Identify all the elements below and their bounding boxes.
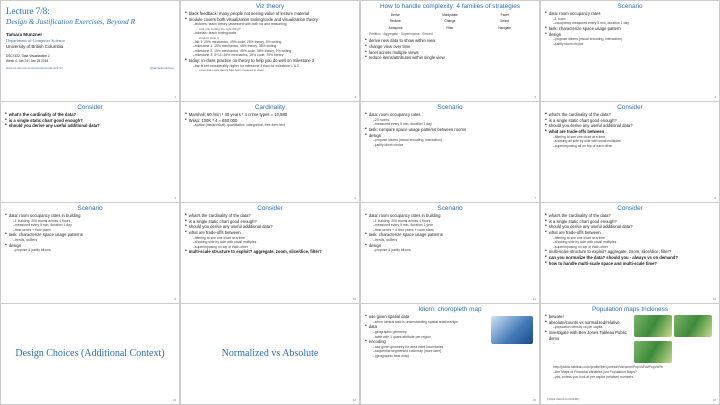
slide-2[interactable] bbox=[181, 1, 359, 101]
page-number: 5 bbox=[174, 195, 176, 200]
bullet-item: – measured every 5 min, duration 1 year bbox=[365, 223, 535, 228]
page-number: 15 bbox=[532, 397, 536, 402]
bullet-item: • is a single static chart good enough? bbox=[185, 219, 355, 225]
slide-8[interactable] bbox=[541, 102, 719, 202]
strategy-label: Reduce bbox=[389, 19, 401, 24]
page-number: 10 bbox=[352, 296, 356, 301]
slide-title: Population maps trickiness bbox=[591, 306, 668, 313]
bullet-item: • multi-scale structure to exploit? aggregate, zoom, slice/dice, filter? bbox=[185, 249, 355, 255]
author: Tamara Munzner bbox=[6, 32, 43, 38]
course: DSCI 532, Data Visualization 2 bbox=[6, 54, 50, 59]
slide-title: Scenario bbox=[617, 3, 643, 10]
slide-15[interactable] bbox=[361, 304, 539, 404]
choropleth-map-image bbox=[491, 316, 533, 344]
bullet-item: – trends, outliers bbox=[5, 238, 175, 243]
slide-body bbox=[361, 313, 539, 359]
bullet-item: • design bbox=[365, 243, 535, 249]
bullet-item: • derive new data to show within view bbox=[365, 38, 535, 44]
bullet-item: – lab 1: 25% mechanics, 49% code, 25% theory, 5% writing bbox=[185, 40, 355, 45]
slide-body bbox=[361, 212, 539, 253]
bullet-item: • what's the cardinality of the data? bbox=[545, 112, 715, 118]
map-images bbox=[633, 314, 715, 365]
bullet-item: – trends, outliers bbox=[365, 238, 535, 243]
slide-title: Consider bbox=[617, 104, 643, 111]
bullet-item: • task: characterize space usage patterns bbox=[5, 232, 175, 238]
bullet-item: – milestone 1: 15% mechanics, 45% theory, 38% writing bbox=[185, 44, 355, 49]
bullet-item: – measured every 5 min, duration 1 day bbox=[5, 223, 175, 228]
strategy-label: Manipulate bbox=[442, 13, 458, 17]
slide-1[interactable] bbox=[1, 1, 179, 101]
slide-9[interactable] bbox=[1, 203, 179, 303]
slide-title: How to handle complexity: 4 families of strategies bbox=[380, 3, 520, 10]
slide-body bbox=[361, 111, 539, 147]
bullet-item: • multi-scale structure to exploit? aggregate, zoom, slice/dice, filter? bbox=[545, 249, 715, 255]
big-title-wrap bbox=[181, 304, 359, 404]
bullet-item: • beware! bbox=[545, 314, 630, 320]
citation: [ https://xkcd.com/1138 ] bbox=[547, 396, 580, 401]
bullet-item: – use given geometry for area mark boundaries bbox=[365, 345, 535, 350]
bullet-item: – occupancy measured every 5 min, duration 1 day bbox=[545, 21, 715, 26]
page-number: 3 bbox=[534, 94, 536, 99]
bullet-item: – 1 building, 200 rooms across 4 floors bbox=[365, 219, 535, 224]
bullet-item: – milestone 2: 15% mechanics, 45% code, 38% theory, 2% writing bbox=[185, 49, 355, 54]
bullet-item: – population density vs per capita bbox=[545, 325, 715, 330]
bullet-item: • can you normalize the data? should you - always vs on demand? bbox=[545, 255, 715, 261]
bullet-item: • use given spatial data bbox=[365, 314, 487, 320]
bullet-item: – propose idioms (visual encoding, interaction) bbox=[365, 138, 535, 143]
slide-title: Consider bbox=[257, 205, 283, 212]
slide-10[interactable] bbox=[181, 203, 359, 303]
bullet-item: – superimposing on top of each other bbox=[545, 245, 715, 250]
strategy-label: Facet bbox=[500, 13, 509, 17]
slide-6[interactable] bbox=[181, 102, 359, 202]
bullet-item: – showing all side by side with small multiples bbox=[545, 139, 715, 144]
strategy-label: Juxtapose bbox=[388, 25, 403, 30]
strategy-label: Select bbox=[500, 19, 510, 24]
slide-4[interactable] bbox=[541, 1, 719, 101]
bullet-item: • is a single static chart good enough? bbox=[545, 219, 715, 225]
page-number: 2 bbox=[354, 94, 356, 99]
bullet-item: • what are trade-offs between bbox=[545, 129, 715, 135]
slide-3[interactable] bbox=[361, 1, 539, 101]
bullet-item: • facet across multiple views bbox=[365, 50, 535, 56]
slide-body bbox=[181, 111, 359, 128]
bullet-item: – sequential segmented colormap [more later] bbox=[365, 349, 535, 354]
bullet-item: – showing side by side with small multiples bbox=[185, 240, 355, 245]
big-title: Normalized vs Absolute bbox=[221, 348, 319, 360]
bullet-item: • should you derive any useful additional data? bbox=[5, 123, 175, 129]
bullet-item: – justify idiom choice bbox=[365, 143, 535, 148]
bullet-item: – bar is set considerably higher for milestone 3 than for milestone 1 & 2 bbox=[185, 64, 355, 69]
bullet-item: – superimposing on top of each other bbox=[185, 245, 355, 250]
slide-body bbox=[1, 111, 179, 129]
bullet-item: – when central task is understanding spatial relationships bbox=[365, 320, 535, 325]
bullet-item: – 1 room bbox=[545, 17, 715, 22]
bullet-item: – lectures: teach theory (assessed with both viz and reasoning) bbox=[185, 22, 355, 27]
comic-map-image bbox=[634, 315, 672, 337]
strategy-extras: Partition · Aggregate · Superimpose · Embed bbox=[369, 31, 433, 36]
bullet-item: – 20 rooms bbox=[365, 118, 535, 123]
slide-title: Cardinality bbox=[254, 104, 286, 111]
page-number: 12 bbox=[712, 296, 716, 301]
bullet-item: – measured every 5 min, duration 1 day bbox=[365, 122, 535, 127]
bullet-item: – filtering to see one chart at a time bbox=[185, 236, 355, 241]
slide-title: Consider bbox=[77, 104, 103, 111]
bullet-item: • change view over time bbox=[365, 44, 535, 50]
slide-7[interactable] bbox=[361, 102, 539, 202]
bullet-item: • is a single static chart good enough? bbox=[545, 118, 715, 124]
page-number: 13 bbox=[172, 397, 176, 402]
strategy-label: Change bbox=[444, 19, 456, 24]
page-number: 7 bbox=[534, 195, 536, 200]
title-block bbox=[1, 1, 179, 74]
bullet-item: • design bbox=[545, 32, 715, 38]
comic-map-image bbox=[634, 341, 672, 363]
slide-title: Idiom: choropleth map bbox=[418, 306, 482, 313]
page-number: 8 bbox=[714, 195, 716, 200]
bullet-item: – geographic geometry bbox=[365, 330, 535, 335]
bullet-item: • data: room occupancy rates bbox=[545, 11, 715, 17]
bullet-item: – time series + 4 floor plans + room sizes bbox=[365, 228, 535, 233]
page-number: 9 bbox=[174, 296, 176, 301]
slide-title: Scenario bbox=[437, 104, 463, 111]
bullet-item: – superimposing all on top of each other bbox=[545, 144, 715, 149]
bullet-item: – propose idioms (visual encoding, interaction) bbox=[545, 37, 715, 42]
slide-body bbox=[541, 10, 719, 46]
slide-body bbox=[541, 212, 719, 266]
department: Department of Computer Science bbox=[6, 38, 65, 44]
bullet-item: – time series + floor plans bbox=[5, 228, 175, 233]
page-number: 16 bbox=[712, 397, 716, 402]
bullet-item: • task: characterize space usage pattern bbox=[545, 26, 715, 32]
bullet-item: • design bbox=[5, 243, 175, 249]
bullet-item: • should you derive any useful additional data? bbox=[545, 224, 715, 230]
slide-body bbox=[541, 111, 719, 148]
bullet-item: – propose & justify idioms bbox=[5, 248, 175, 253]
bullet-item: • data bbox=[365, 324, 487, 330]
bullet-item: – spatial (hierarchical), quantitative, categorical, free-form text bbox=[185, 123, 355, 128]
bullet-item: • how to code it bbox=[185, 36, 355, 40]
page-number: 14 bbox=[352, 397, 356, 402]
slide-body bbox=[541, 313, 719, 379]
bullet-item: • task: characterize space usage patterns bbox=[365, 232, 535, 238]
page-number: 4 bbox=[714, 94, 716, 99]
footer-row bbox=[6, 66, 174, 70]
bullet-item: – tutorials: teach tooling/code bbox=[185, 31, 355, 36]
big-title: Design Choices (Additional Context) bbox=[15, 348, 165, 360]
bullet-item: – Are Maps of Financial Variables just Population Maps? bbox=[545, 370, 715, 375]
bullet-item: • module covers both visualization tooling/code and visualization theory bbox=[185, 17, 355, 23]
slide-body bbox=[361, 10, 539, 61]
comic-map-image bbox=[674, 315, 712, 337]
slide-title: Viz theory bbox=[255, 3, 285, 10]
bullet-item: • is a single static chart good enough? bbox=[5, 118, 175, 124]
course-url: www.cs.ubc.ca/~tmm/courses/mds-viz2-17 bbox=[6, 65, 63, 70]
strategy-label: Filter bbox=[446, 25, 454, 30]
strategy-label: Derive bbox=[390, 13, 400, 17]
slide-body bbox=[181, 212, 359, 255]
page-number: 6 bbox=[354, 195, 356, 200]
bullet-item: • reduce items/attributes within single view bbox=[365, 55, 535, 61]
bullet-item: • Wiiso: 130K * 4 = 650,000 bbox=[185, 118, 355, 124]
lecture-title: Lecture 7/8: bbox=[6, 6, 50, 16]
slide-body bbox=[1, 212, 179, 253]
bullet-item: – milestone 3: 5+11=16% mechanics, 16% code, 75% theory bbox=[185, 53, 355, 58]
bullet-item: • task: compare space usage patterns between rooms bbox=[365, 127, 535, 133]
bullet-item: • today: in-class practice on theory to help you do well on milestone 3 bbox=[185, 58, 355, 64]
bullet-item: • what's the cardinality of the data? bbox=[545, 213, 715, 219]
bullet-item: – table with 1 quant attribute per region bbox=[365, 335, 535, 340]
twitter-handle: @tamaramunzner bbox=[149, 65, 174, 70]
bullet-item: – 1 building, 200 rooms across 4 floors bbox=[5, 219, 175, 224]
bullet-item: – yes, unless you look at per capita (relative) numbers bbox=[545, 375, 715, 380]
bullet-item: – filtering to see one chart at a time bbox=[545, 236, 715, 241]
bullet-item: – justify idiom choice bbox=[545, 42, 715, 47]
bullet-item: • what are trade-offs between bbox=[545, 230, 715, 236]
slide-14[interactable] bbox=[181, 304, 359, 404]
slide-body bbox=[181, 10, 359, 72]
date: Week 4, Jan 24 / Jan 25 2018 bbox=[6, 58, 49, 63]
strategy-label: Navigate bbox=[498, 25, 511, 30]
bullet-item: • Marshall: 60 /min * 40 years * 4 crime types = 10,880 bbox=[185, 112, 355, 118]
bullet-item: • what are trade-offs between bbox=[185, 230, 355, 236]
strategy-grid bbox=[365, 11, 535, 32]
slide-title: Scenario bbox=[77, 205, 103, 212]
bullet-item: • how to handle multi-scale space and multi-scale time? bbox=[545, 261, 715, 267]
slide-title: Scenario bbox=[437, 205, 463, 212]
bullet-item: • what's the cardinality of the data? bbox=[185, 213, 355, 219]
bullet-item: • investigate with Ben Jones Tableau Public demo bbox=[545, 330, 630, 341]
bullet-item: • what's the cardinality of the data? bbox=[5, 112, 175, 118]
bullet-item: • black feedback: many people not seeing value of lecture material bbox=[185, 11, 355, 17]
slide-title: Consider bbox=[617, 205, 643, 212]
bullet-item: • absolute/counts vs normalized/relative bbox=[545, 320, 630, 326]
bullet-item: • now that more theory has been covered in class bbox=[185, 68, 355, 72]
lecture-subtitle: Design & Justification Exercises, Beyond R bbox=[6, 17, 136, 27]
bullet-item: • data: room occupancy rates in building bbox=[365, 213, 535, 219]
big-title-wrap bbox=[1, 304, 179, 404]
bullet-item: • should you derive any useful additional data? bbox=[185, 224, 355, 230]
bullet-item: • should you derive any useful additional data? bbox=[545, 123, 715, 129]
bullet-item: • encoding bbox=[365, 339, 487, 345]
university: University of British Columbia bbox=[6, 44, 64, 50]
page-number: 11 bbox=[532, 296, 536, 301]
bullet-item: – http://public.tableau.com/profile/ben.jones#!/vizhome/PopVsFin/PopVsFin bbox=[545, 341, 715, 370]
bullet-item: – (geographic heat map) bbox=[365, 354, 535, 359]
slide-13[interactable] bbox=[1, 304, 179, 404]
bullet-item: • design bbox=[365, 133, 535, 139]
page-number: 1 bbox=[174, 94, 176, 99]
slide-11[interactable] bbox=[361, 203, 539, 303]
bullet-item: – propose & justify idioms bbox=[365, 248, 535, 253]
bullet-item: • are you coding the right thing? bbox=[185, 27, 355, 31]
bullet-item: – filtering to see one chart at a time bbox=[545, 135, 715, 140]
bullet-item: • data: room occupancy rates in building bbox=[5, 213, 175, 219]
slide-16[interactable] bbox=[541, 304, 719, 404]
bullet-item: – showing side by side with small multiples bbox=[545, 240, 715, 245]
slide-12[interactable] bbox=[541, 203, 719, 303]
bullet-item: • data: room occupancy rates bbox=[365, 112, 535, 118]
slide-5[interactable] bbox=[1, 102, 179, 202]
